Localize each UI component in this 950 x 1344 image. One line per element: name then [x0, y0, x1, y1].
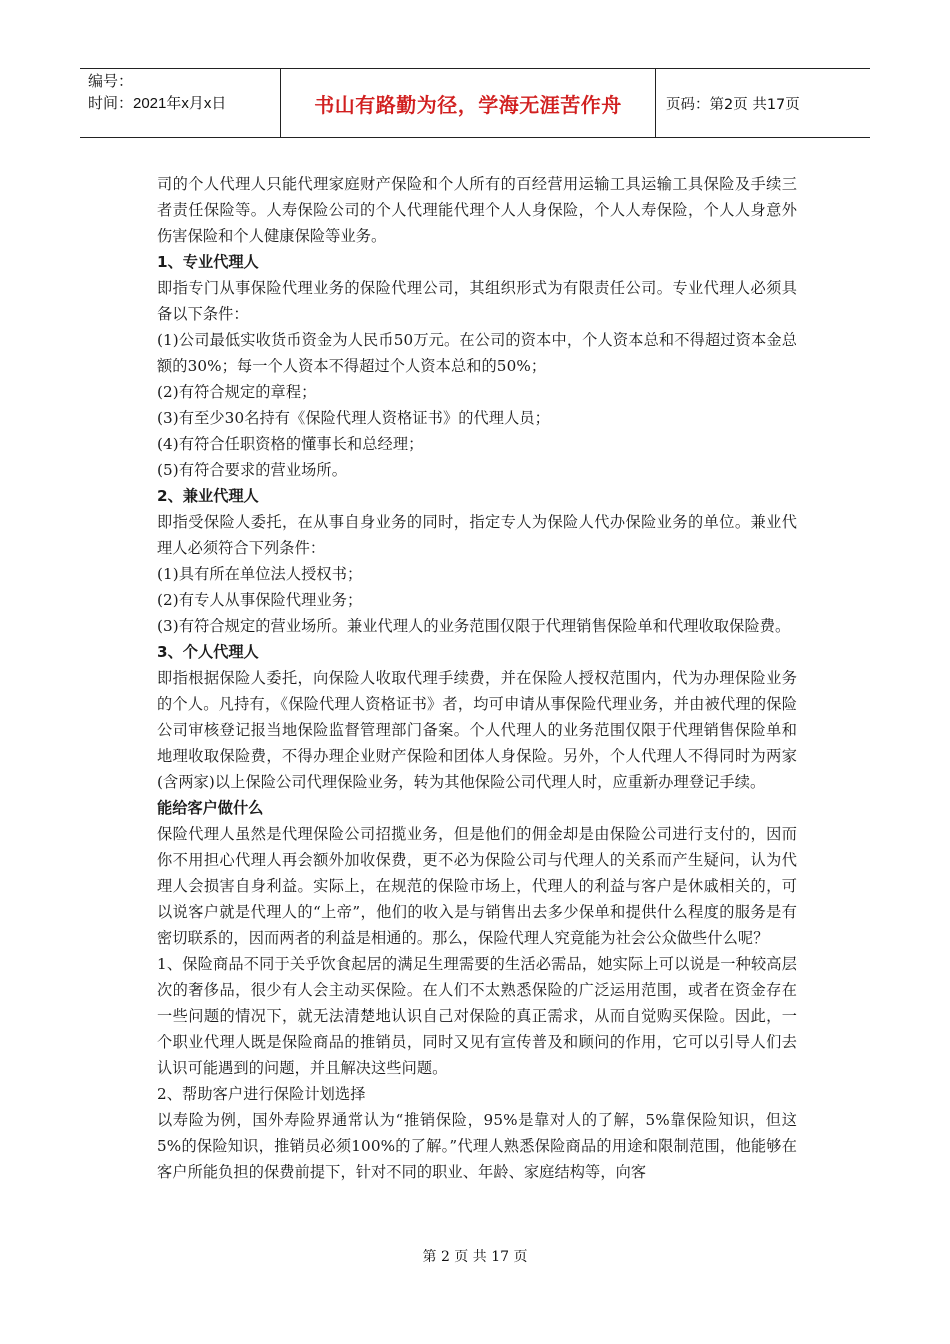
header-page-cell	[656, 69, 870, 137]
body-paragraph: 2、帮助客户进行保险计划选择	[157, 1085, 366, 1103]
body-paragraph: 即指根据保险人委托，向保险人收取代理手续费，并在保险人授权范围内，代为办理保险业务的个人。凡持有，《保险代理人资格证书》者，均可申请从事保险代理业务，并由被代理的保险公司审核登记报当地保险监督管理部门备案。个人代理人的业务范围仅限于代理销售保险单和地理收取保险费，不得办理企业财产保险和团体人身保险。另外，个人代理人不得同时为两家(含两家)以上保险公司代理保险业务，转为其他保险公司代理人时，应重新办理登记手续。	[157, 669, 797, 791]
header-motto: 书山有路勤为径，学海无涯苦作舟	[314, 92, 622, 117]
body-paragraph: (2)有符合规定的章程；	[157, 383, 317, 401]
body-paragraph: 保险代理人虽然是代理保险公司招揽业务，但是他们的佣金却是由保险公司进行支付的，因而你不用担心代理人再会额外加收保费，更不必为保险公司与代理人的关系而产生疑问，认为代理人会损害自身利益。实际上，在规范的保险市场上，代理人的利益与客户是休戚相关的，可以说客户就是代理人的“上帝”，他们的收入是与销售出去多少保单和提供什么程度的服务是有密切联系的，因而两者的利益是相通的。那么，保险代理人究竟能为社会公众做些什么呢？	[157, 825, 797, 947]
body-paragraph: (1)具有所在单位法人授权书；	[157, 565, 363, 583]
body-paragraph: 即指受保险人委托，在从事自身业务的同时，指定专人为保险人代办保险业务的单位。兼业代理人必须符合下列条件：	[157, 513, 797, 557]
body-paragraph: (3)有符合规定的营业场所。兼业代理人的业务范围仅限于代理销售保险单和代理收取保险费。	[157, 617, 791, 635]
document-number-label: 编号：	[88, 73, 134, 90]
body-paragraph: 即指专门从事保险代理业务的保险代理公司，其组织形式为有限责任公司。专业代理人必须具备以下条件：	[157, 279, 797, 323]
document-header	[80, 68, 870, 138]
section-heading: 3、个人代理人	[157, 643, 259, 661]
body-paragraph: (5)有符合要求的营业场所。	[157, 461, 347, 479]
header-page-code: 页码：第2页 共17页	[666, 96, 800, 113]
body-paragraph: (4)有符合任职资格的懂事长和总经理；	[157, 435, 424, 453]
body-paragraph: (3)有至少30名持有《保险代理人资格证书》的代理人员；	[157, 409, 550, 427]
document-body	[157, 171, 797, 1185]
body-paragraph: (2)有专人从事保险代理业务；	[157, 591, 363, 609]
body-paragraph: 以寿险为例，国外寿险界通常认为“推销保险，95%是靠对人的了解，5%靠保险知识，但这5%的保险知识，推销员必须100%的了解。”代理人熟悉保险商品的用途和限制范围，他能够在客户所能负担的保费前提下，针对不同的职业、年龄、家庭结构等，向客	[157, 1111, 797, 1181]
section-heading: 1、专业代理人	[157, 253, 259, 271]
page-footer: 第 2 页 共 17 页	[422, 1249, 528, 1265]
body-paragraph: 司的个人代理人只能代理家庭财产保险和个人所有的百经营用运输工具运输工具保险及手续三者责任保险等。人寿保险公司的个人代理能代理个人人身保险，个人人寿保险，个人人身意外伤害保险和个人健康保险等业务。	[157, 175, 797, 245]
document-date-label: 时间：2021年x月x日	[88, 95, 227, 112]
body-paragraph: (1)公司最低实收货币资金为人民币50万元。在公司的资本中，个人资本总和不得超过资本金总额的30%；每一个人资本不得超过个人资本总和的50%；	[157, 331, 797, 375]
header-info-cell	[80, 69, 281, 137]
header-motto-cell	[281, 69, 656, 137]
section-heading: 2、兼业代理人	[157, 487, 259, 505]
section-heading: 能给客户做什么	[157, 799, 264, 817]
body-paragraph: 1、保险商品不同于关乎饮食起居的满足生理需要的生活必需品，她实际上可以说是一种较高层次的奢侈品，很少有人会主动买保险。在人们不太熟悉保险的广泛运用范围，或者在资金存在一些问题的情况下，就无法清楚地认识自己对保险的真正需求，从而自觉购买保险。因此，一个职业代理人既是保险商品的推销员，同时又见有宣传普及和顾问的作用，它可以引导人们去认识可能遇到的问题，并且解决这些问题。	[157, 955, 797, 1077]
